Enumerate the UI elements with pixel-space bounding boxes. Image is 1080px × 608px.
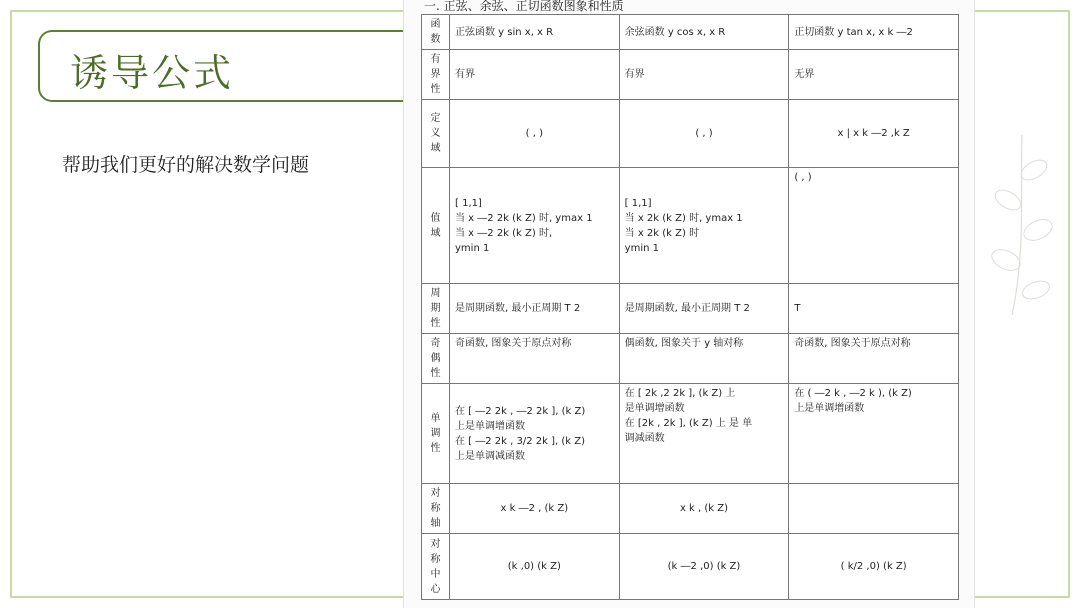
leaf-decoration-icon <box>982 130 1062 320</box>
row-header: 对 称 轴 <box>422 484 450 534</box>
table-cell: ( , ) <box>450 100 620 168</box>
table-cell: (k ,0) (k Z) <box>450 534 620 600</box>
table-cell: 有界 <box>619 50 789 100</box>
document-image <box>403 0 975 608</box>
row-header: 函 数 <box>422 15 450 50</box>
row-header: 周 期 性 <box>422 284 450 334</box>
table-cell: ( , ) <box>619 100 789 168</box>
table-cell: x k ―2 , (k Z) <box>450 484 620 534</box>
table-cell <box>789 484 959 534</box>
table-cell: 无界 <box>789 50 959 100</box>
row-header: 对 称 中 心 <box>422 534 450 600</box>
row-header: 单 调 性 <box>422 384 450 484</box>
table-cell: 偶函数, 图象关于 y 轴对称 <box>619 334 789 384</box>
table-row <box>422 284 959 334</box>
row-header: 奇 偶 性 <box>422 334 450 384</box>
table-cell: T <box>789 284 959 334</box>
table-cell: 余弦函数 y cos x, x R <box>619 15 789 50</box>
table-cell: (k ―2 ,0) (k Z) <box>619 534 789 600</box>
table-cell: 在 [ ―2 2k , ―2 2k ], (k Z) 上是单调增函数 在 [ ―2 2k , 3/2 2k ], (k Z) 上是单调减函数 <box>450 384 620 484</box>
table-cell: 是周期函数, 最小正周期 T 2 <box>619 284 789 334</box>
table-row <box>422 534 959 600</box>
table-row <box>422 100 959 168</box>
row-header: 有 界 性 <box>422 50 450 100</box>
table-cell: 在 [ 2k ,2 2k ], (k Z) 上 是单调增函数 在 [2k , 2k ], (k Z) 上 是 单 调减函数 <box>619 384 789 484</box>
table-cell: 有界 <box>450 50 620 100</box>
table-cell: [ 1,1] 当 x 2k (k Z) 时, ymax 1 当 x 2k (k Z) 时 ymin 1 <box>619 168 789 284</box>
table-row <box>422 50 959 100</box>
slide-title: 诱导公式 <box>70 51 235 95</box>
slide-subtitle: 帮助我们更好的解决数学问题 <box>62 154 310 176</box>
table-cell: 正切函数 y tan x, x k ―2 <box>789 15 959 50</box>
table-cell: ( k/2 ,0) (k Z) <box>789 534 959 600</box>
row-header: 值 域 <box>422 168 450 284</box>
table-row <box>422 15 959 50</box>
table-cell: 奇函数, 图象关于原点对称 <box>789 334 959 384</box>
row-header: 定 义 域 <box>422 100 450 168</box>
table-cell: 正弦函数 y sin x, x R <box>450 15 620 50</box>
table-row <box>422 484 959 534</box>
table-cell: 在 ( ―2 k , ―2 k ), (k Z) 上是单调增函数 <box>789 384 959 484</box>
table-cell: 是周期函数, 最小正周期 T 2 <box>450 284 620 334</box>
table-cell: x k , (k Z) <box>619 484 789 534</box>
properties-table <box>421 14 959 600</box>
table-row <box>422 384 959 484</box>
document-header: 一. 正弦、余弦、正切函数图象和性质 <box>424 0 624 13</box>
table-cell: ( , ) <box>789 168 959 284</box>
table-cell: x | x k ―2 ,k Z <box>789 100 959 168</box>
table-row <box>422 334 959 384</box>
table-cell: [ 1,1] 当 x ―2 2k (k Z) 时, ymax 1 当 x ―2 2k (k Z) 时, ymin 1 <box>450 168 620 284</box>
table-cell: 奇函数, 图象关于原点对称 <box>450 334 620 384</box>
table-row <box>422 168 959 284</box>
